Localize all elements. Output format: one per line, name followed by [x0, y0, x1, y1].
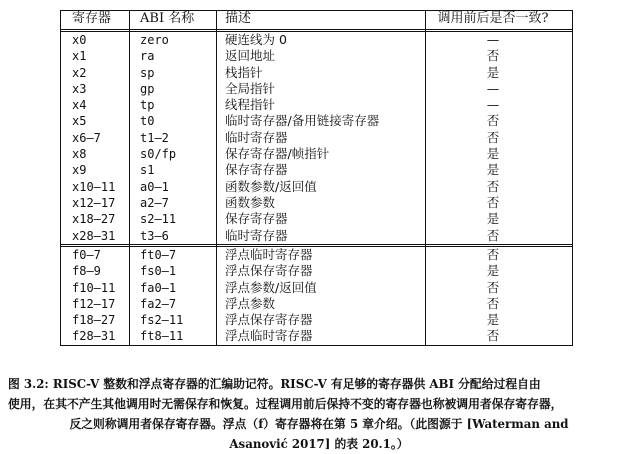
- register-cell: f28–31: [72, 329, 116, 344]
- register-row: [60, 263, 572, 279]
- register-cell: x6–7: [72, 130, 101, 145]
- abi-name-cell: ra: [140, 49, 155, 64]
- register-cell: x1: [72, 49, 87, 64]
- col-divider-3: [216, 10, 217, 346]
- register-row: [60, 48, 572, 64]
- register-row: [60, 228, 572, 244]
- preserved-cell: 否: [486, 279, 500, 295]
- abi-name-cell: sp: [140, 65, 155, 80]
- preserved-cell: 否: [486, 194, 500, 210]
- col-divider-5: [572, 10, 573, 346]
- description-cell: 浮点临时寄存器: [225, 247, 313, 262]
- description-cell: 浮点保存寄存器: [225, 263, 313, 279]
- preserved-cell: —: [486, 97, 500, 113]
- preserved-cell: 是: [486, 162, 500, 178]
- description-cell: 返回地址: [225, 48, 276, 64]
- abi-name-cell: t0: [140, 114, 155, 129]
- preserved-cell: 否: [486, 113, 500, 129]
- register-cell: f10–11: [72, 280, 116, 295]
- abi-name-cell: s1: [140, 163, 155, 178]
- register-row: [60, 65, 572, 81]
- float-register-rows: [60, 247, 572, 345]
- preserved-cell: 是: [486, 146, 500, 162]
- abi-name-cell: s2–11: [140, 212, 177, 227]
- register-cell: x5: [72, 114, 87, 129]
- abi-name-cell: ft0–7: [140, 248, 177, 262]
- integer-register-rows: [60, 32, 572, 244]
- description-cell: 保存寄存器: [225, 162, 288, 178]
- caption-line-3: 反之则称调用者保存寄存器。浮点（f）寄存器将在第 5 章介绍。（此图源于 [Waterman and: [69, 417, 569, 431]
- register-row: [60, 162, 572, 178]
- description-cell: 临时寄存器: [225, 227, 288, 243]
- preserved-cell: 否: [486, 48, 500, 64]
- abi-name-cell: a0–1: [140, 179, 169, 194]
- preserved-cell: 是: [486, 263, 500, 279]
- int-fp-divider: [60, 244, 572, 245]
- register-row: [60, 32, 572, 48]
- register-cell: x28–31: [72, 228, 116, 243]
- description-cell: 临时寄存器/备用链接寄存器: [225, 113, 380, 129]
- preserved-cell: —: [486, 32, 500, 47]
- header-rule: [60, 29, 572, 30]
- register-row: [60, 195, 572, 211]
- abi-name-cell: a2–7: [140, 195, 169, 210]
- preserved-cell: 是: [486, 312, 500, 328]
- description-cell: 函数参数/返回值: [225, 178, 317, 194]
- description-cell: 全局指针: [225, 80, 276, 96]
- preserved-cell: 是: [486, 211, 500, 227]
- table-header-row: [60, 10, 572, 28]
- header-abi-name: ABI 名称: [140, 11, 195, 26]
- register-row: [60, 211, 572, 227]
- abi-name-cell: fa2–7: [140, 296, 177, 311]
- register-cell: f0–7: [72, 248, 101, 262]
- register-row: [60, 113, 572, 129]
- register-row: [60, 146, 572, 162]
- description-cell: 临时寄存器: [225, 129, 288, 145]
- register-row: [60, 97, 572, 113]
- preserved-cell: 否: [486, 178, 500, 194]
- register-row: [60, 296, 572, 312]
- description-cell: 保存寄存器: [225, 211, 288, 227]
- register-cell: x4: [72, 98, 87, 113]
- description-cell: 浮点保存寄存器: [225, 312, 313, 328]
- abi-name-cell: zero: [140, 33, 169, 47]
- table-bottom-rule: [60, 345, 572, 346]
- abi-name-cell: t1–2: [140, 130, 169, 145]
- abi-name-cell: t3–6: [140, 228, 169, 243]
- abi-name-cell: ft8–11: [140, 329, 184, 344]
- description-cell: 浮点参数: [225, 295, 276, 311]
- register-row: [60, 81, 572, 97]
- register-cell: x9: [72, 163, 87, 178]
- description-cell: 函数参数: [225, 194, 276, 210]
- col-divider-2: [129, 10, 130, 346]
- abi-name-cell: fs2–11: [140, 313, 184, 328]
- register-row: [60, 179, 572, 195]
- preserved-cell: 否: [486, 295, 500, 311]
- col-divider-4: [425, 10, 426, 346]
- preserved-cell: 是: [486, 64, 500, 80]
- header-register: 寄存器: [72, 11, 112, 26]
- abi-name-cell: s0/fp: [140, 147, 177, 162]
- register-row: [60, 328, 572, 344]
- register-cell: x3: [72, 81, 87, 96]
- abi-name-cell: fs0–1: [140, 264, 177, 279]
- description-cell: 栈指针: [225, 64, 263, 80]
- register-row: [60, 130, 572, 146]
- preserved-cell: —: [486, 80, 500, 96]
- col-divider-1: [60, 10, 61, 346]
- register-cell: x8: [72, 147, 87, 162]
- caption-line-4: Asanović 2017] 的表 20.1。）: [229, 437, 409, 451]
- caption-line-1: 图 3.2: RISC-V 整数和浮点寄存器的汇编助记符。RISC-V 有足够的寄存器供 ABI 分配给过程自由: [8, 377, 541, 391]
- register-cell: f18–27: [72, 313, 116, 328]
- register-cell: x0: [72, 33, 87, 47]
- register-cell: x12–17: [72, 195, 116, 210]
- register-cell: x18–27: [72, 212, 116, 227]
- preserved-cell: 否: [486, 328, 500, 344]
- header-description: 描述: [225, 11, 252, 26]
- register-cell: x2: [72, 65, 87, 80]
- register-table: [60, 10, 572, 342]
- abi-name-cell: gp: [140, 81, 155, 96]
- register-row: [60, 312, 572, 328]
- preserved-cell: 否: [486, 129, 500, 145]
- abi-name-cell: fa0–1: [140, 280, 177, 295]
- caption-line-2: 使用，在其不产生其他调用时无需保存和恢复。过程调用前后保持不变的寄存器也称被调用者保存寄存器，: [8, 397, 563, 411]
- description-cell: 浮点参数/返回值: [225, 279, 317, 295]
- header-preserved: 调用前后是否一致?: [437, 11, 549, 26]
- register-row: [60, 280, 572, 296]
- register-cell: f12–17: [72, 296, 116, 311]
- abi-name-cell: tp: [140, 98, 155, 113]
- preserved-cell: 否: [486, 227, 500, 243]
- description-cell: 线程指针: [225, 97, 276, 113]
- description-cell: 浮点临时寄存器: [225, 328, 313, 344]
- description-cell: 硬连线为 0: [225, 32, 287, 47]
- register-cell: x10–11: [72, 179, 116, 194]
- description-cell: 保存寄存器/帧指针: [225, 146, 330, 162]
- preserved-cell: 否: [486, 247, 500, 262]
- register-row: [60, 247, 572, 263]
- figure-caption: [8, 374, 630, 454]
- register-cell: f8–9: [72, 264, 101, 279]
